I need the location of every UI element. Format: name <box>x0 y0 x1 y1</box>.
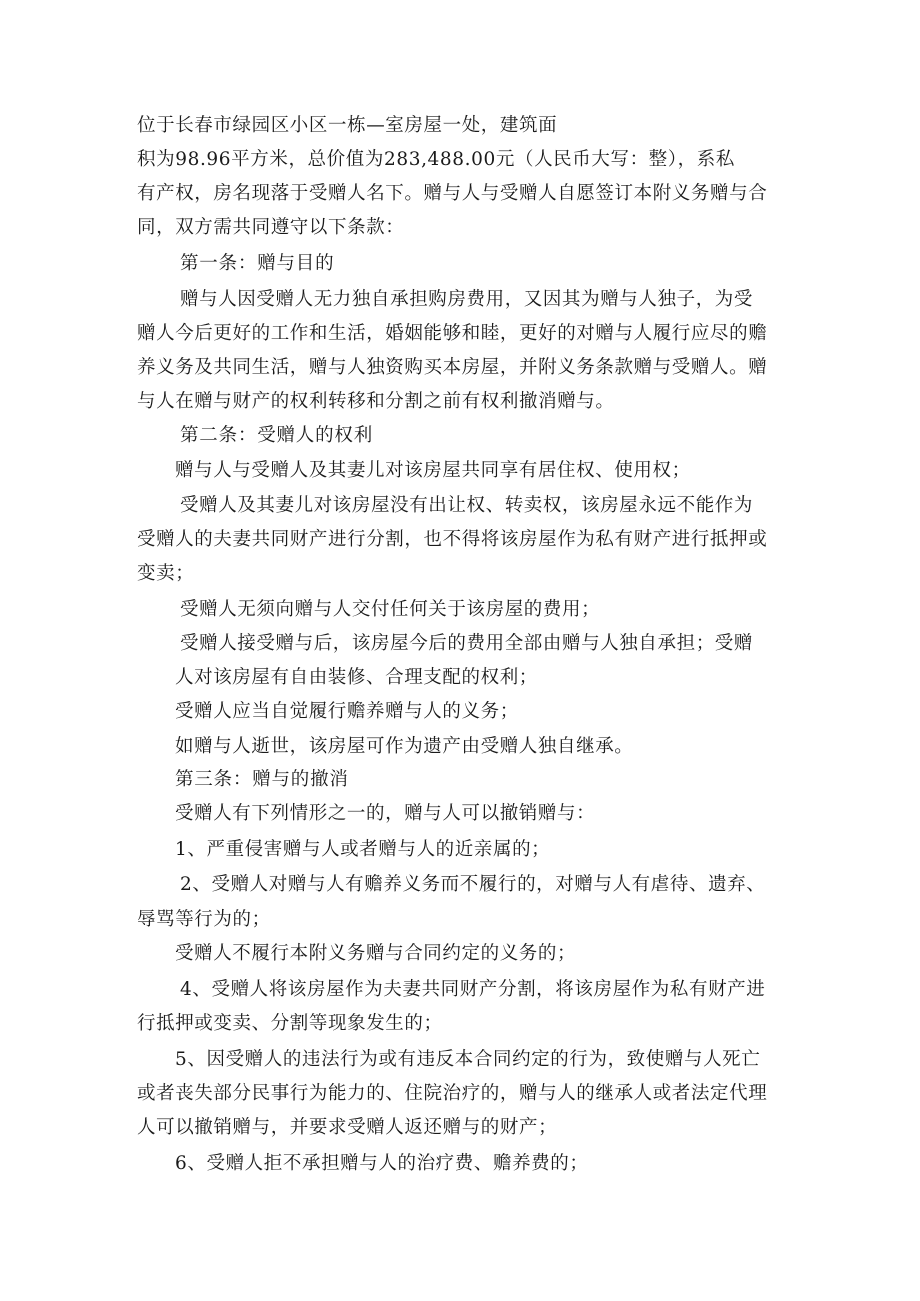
text-line-8: 养义务及共同生活，赠与人独资购买本房屋，并附义务条款赠与受赠人。赠 <box>137 357 768 378</box>
text-line-1: 位于长春市绿园区小区一栋—室房屋一处，建筑面 <box>137 115 558 136</box>
text-line-4: 同，双方需共同遵守以下条款： <box>137 217 405 238</box>
text-line-22: 1、严重侵害赠与人或者赠与人的近亲属的； <box>175 839 551 860</box>
text-line-23: 2、受赠人对赠与人有赡养义务而不履行的，对赠与人有虐待、遗弃、 <box>180 874 766 895</box>
text-line-11: 赠与人与受赠人及其妻儿对该房屋共同享有居住权、使用权； <box>175 460 691 481</box>
text-line-21: 受赠人有下列情形之一的，赠与人可以撤销赠与： <box>175 803 596 824</box>
text-line-30: 人可以撤销赠与，并要求受赠人返还赠与的财产； <box>137 1117 558 1138</box>
text-line-17: 人对该房屋有自由装修、合理支配的权利； <box>175 667 538 688</box>
text-line-19: 如赠与人逝世，该房屋可作为遗产由受赠人独自继承。 <box>175 736 634 757</box>
text-line-25: 受赠人不履行本附义务赠与合同约定的义务的； <box>175 943 577 964</box>
text-line-18: 受赠人应当自觉履行赡养赠与人的义务； <box>175 701 519 722</box>
text-line-31: 6、受赠人拒不承担赠与人的治疗费、赡养费的； <box>175 1153 589 1174</box>
text-line-29: 或者丧失部分民事行为能力的、住院治疗的，赠与人的继承人或者法定代理 <box>137 1083 768 1104</box>
text-line-13: 受赠人的夫妻共同财产进行分割，也不得将该房屋作为私有财产进行抵押或 <box>137 529 768 550</box>
section-heading-2: 第二条：受赠人的权利 <box>180 425 374 446</box>
text-line-27: 行抵押或变卖、分割等现象发生的； <box>137 1013 443 1034</box>
text-line-9: 与人在赠与财产的权利转移和分割之前有权利撤消赠与。 <box>137 391 615 412</box>
text-line-7: 赠人今后更好的工作和生活，婚姻能够和睦，更好的对赠与人履行应尽的赡 <box>137 323 768 344</box>
text-line-14: 变卖； <box>137 563 195 584</box>
text-line-24: 辱骂等行为的； <box>137 909 271 930</box>
section-heading-3: 第三条：赠与的撤消 <box>175 769 349 790</box>
text-line-26: 4、受赠人将该房屋作为夫妻共同财产分割，将该房屋作为私有财产进 <box>180 979 766 1000</box>
text-line-15: 受赠人无须向赠与人交付任何关于该房屋的费用； <box>180 599 601 620</box>
text-line-28: 5、因受赠人的违法行为或有违反本合同约定的行为，致使赠与人死亡 <box>175 1049 761 1070</box>
text-line-3: 有产权，房名现落于受赠人名下。赠与人与受赠人自愿签订本附义务赠与合 <box>137 183 768 204</box>
section-heading-1: 第一条：赠与目的 <box>180 253 335 274</box>
text-line-16: 受赠人接受赠与后，该房屋今后的费用全部由赠与人独自承担；受赠 <box>180 633 754 654</box>
text-line-6: 赠与人因受赠人无力独自承担购房费用，又因其为赠与人独子，为受 <box>180 289 754 310</box>
text-line-2: 积为98.96平方米，总价值为283,488.00元（人民币大写：整），系私 <box>137 149 735 170</box>
text-line-12: 受赠人及其妻儿对该房屋没有出让权、转卖权，该房屋永远不能作为 <box>180 495 754 516</box>
